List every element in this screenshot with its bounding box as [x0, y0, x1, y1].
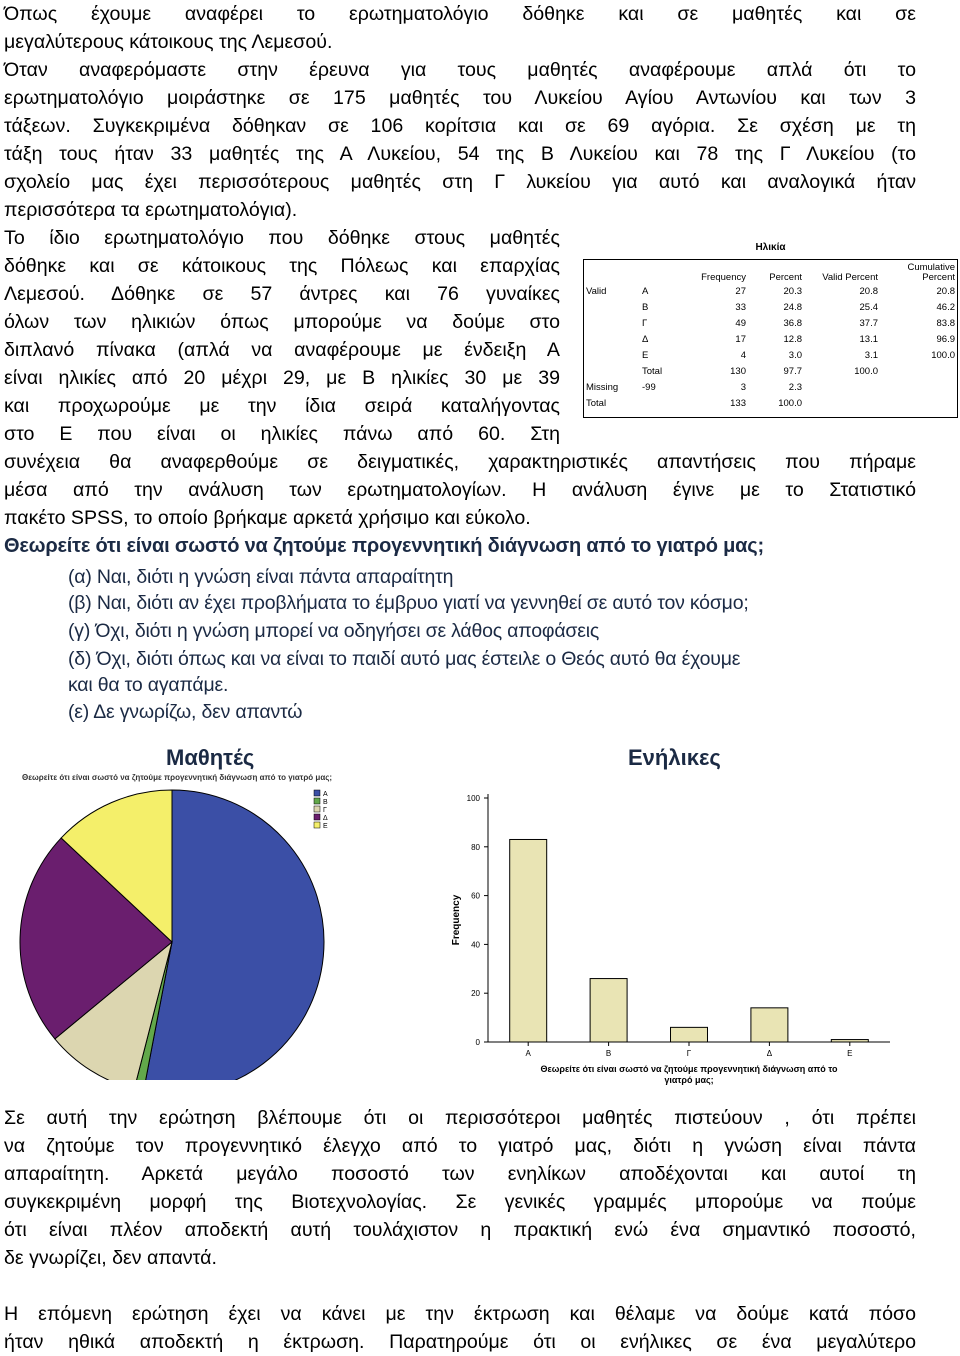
pie-chart [0, 780, 340, 1080]
table-cell: 24.8 [783, 301, 802, 313]
x-tick-label: Δ [766, 1049, 773, 1058]
text-line: ότι είναι πλέον αποδεκτή αυτή τουλάχιστον η πρακτική ενώ ένα σημαντικό ποσοστό, [4, 1219, 916, 1241]
text-line: ερωτηματολόγιο μοιράστηκε σε 175 μαθητές του Λυκείου Αγίου Αντωνίου και των 3 [4, 87, 916, 109]
table-row [583, 315, 958, 331]
table-cell: 13.1 [859, 333, 878, 345]
text-line: ήταν ηθικά αποδεκτή η έκτρωση. Παρατηρούμε ότι οι ενήλικες σε ένα μεγαλύτερο [4, 1331, 916, 1353]
table-cell [805, 395, 881, 411]
option-c: (γ) Όχι, διότι η γνώση μπορεί να οδηγήσει σε λάθος αποφάσεις [68, 620, 600, 642]
question-text: Θεωρείτε ότι είναι σωστό να ζητούμε προγεννητική διάγνωση από το γιατρό μας; [4, 535, 764, 557]
table-cell: 96.9 [936, 333, 955, 345]
bar-2 [590, 979, 627, 1042]
x-tick-label: Γ [686, 1049, 692, 1058]
x-tick-label: A [525, 1049, 531, 1058]
text-line: όλων των ηλικιών όπως μπορούμε να δούμε στο [4, 311, 560, 333]
next-question-paragraph [4, 1300, 916, 1356]
table-cell: 25.4 [859, 301, 878, 313]
intro-paragraph [4, 0, 916, 224]
table-cell: 36.8 [783, 317, 802, 329]
table-cell [583, 299, 639, 315]
table-row [583, 331, 958, 347]
table-cell [805, 379, 881, 395]
y-tick-label: 60 [471, 891, 480, 901]
y-tick-label: 40 [471, 940, 480, 950]
bar-chart-title: Ενήλικες [628, 745, 721, 770]
table-cell: 37.7 [859, 317, 878, 329]
column-header: Percent [769, 272, 802, 283]
legend-label: B [323, 799, 328, 806]
table-cell: 97.7 [783, 365, 802, 377]
text-line: και προχωρούμε με την ίδια σειρά καταλήγοντας [4, 395, 560, 417]
legend-label: Δ [323, 815, 328, 822]
text-line: συνέχεια θα αναφερθούμε σε δειγματικές, χαρακτηριστικές απαντήσεις που πήραμε [4, 451, 916, 473]
text-line: Σε αυτή την ερώτηση βλέπουμε ότι οι περισσότεροι μαθητές πιστεύουν , ότι πρέπει [4, 1107, 916, 1129]
legend-label: Γ [323, 807, 327, 814]
table-cell: 3 [740, 381, 746, 393]
table-cell: 17 [735, 333, 746, 345]
table-row [583, 283, 958, 299]
option-d-continued: και θα το αγαπάμε. [68, 674, 229, 696]
text-line: δόθηκε και σε κάτοικους της Πόλεως και επαρχίας [4, 255, 560, 277]
table-cell [583, 347, 639, 363]
y-tick-label: 20 [471, 989, 480, 999]
y-tick-label: 80 [471, 842, 480, 852]
table-cell: 100.0 [778, 397, 802, 409]
text-line: Όταν αναφερόμαστε στην έρευνα για τους μαθητές αναφέρουμε απλά ότι το [4, 59, 916, 81]
y-tick-label: 0 [475, 1038, 480, 1047]
column-header: Frequency [701, 272, 746, 283]
table-cell [881, 379, 958, 395]
table-row [583, 363, 958, 379]
table-cell: 33 [735, 301, 746, 313]
age-frequency-table [583, 238, 958, 418]
text-line: περισσότερα τα ερωτηματολόγια). [4, 199, 298, 221]
text-line: συγκεκριμένη μορφή της Βιοτεχνολογίας. Σε γενικές γραμμές μπορούμε να πούμε [4, 1191, 916, 1213]
survey-paragraph-continued [4, 448, 916, 532]
x-axis-label: Θεωρείτε ότι είναι σωστό να ζητούμε προγεννητική διάγνωση από το γιατρό μας; [540, 1064, 838, 1085]
column-header: Cumulative Percent [907, 262, 955, 283]
table-cell: 3.1 [864, 349, 878, 361]
legend-swatch [314, 822, 320, 828]
legend-swatch [314, 798, 320, 804]
text-line: Η επόμενη ερώτηση έχει να κάνει με την έκτρωση και θέλαμε να δούμε κατά πόσο [4, 1303, 916, 1325]
text-line: διπλανό πίνακα (απλά να αναφέρουμε με ένδειξη Α [4, 339, 560, 361]
table-row [583, 299, 958, 315]
question-block [4, 535, 916, 725]
table-cell: -99 [642, 381, 656, 393]
option-e: (ε) Δε γνωρίζω, δεν απαντώ [68, 701, 303, 723]
table-cell [583, 315, 639, 331]
table-cell: 20.3 [783, 285, 802, 297]
table-cell: Δ [642, 333, 649, 345]
survey-paragraph [4, 224, 560, 448]
table-header-row [583, 259, 958, 283]
text-line: είναι ηλικίες από 20 μέχρι 29, με Β ηλικίες 30 με 39 [4, 367, 560, 389]
table-cell: A [642, 285, 649, 297]
y-axis-label: Frequency [451, 894, 462, 946]
table-row [583, 379, 958, 395]
table-cell: 83.8 [936, 317, 955, 329]
text-line: μεγαλύτερους κάτοικους της Λεμεσού. [4, 31, 333, 53]
column-header: Valid Percent [822, 272, 878, 283]
table-cell: 100.0 [931, 349, 955, 361]
bar-5 [831, 1040, 868, 1042]
table-cell: Γ [642, 317, 648, 329]
table-cell: 4 [740, 349, 746, 361]
legend-swatch [314, 814, 320, 820]
bar-1 [510, 839, 547, 1042]
text-line: τάξη τους ήταν 33 μαθητές της Α Λυκείου, 54 της Β Λυκείου και 78 της Γ Λυκείου (το [4, 143, 916, 165]
table-cell: 27 [735, 285, 746, 297]
table-cell: 100.0 [854, 365, 878, 377]
option-b: (β) Ναι, διότι αν έχει προβλήματα το έμβρυο γιατί να γεννηθεί σε αυτό τον κόσμο; [68, 592, 749, 614]
text-line: τάξεων. Συγκεκριμένα δόθηκαν σε 106 κορίτσια και σε 69 αγόρια. Σε σχέση με τη [4, 115, 916, 137]
text-line: σχολείο μας έχει περισσότερους μαθητές στη Γ λυκείου για αυτό και αναλογικά ήταν [4, 171, 916, 193]
option-d: (δ) Όχι, διότι όπως και να είναι το παιδί αυτό μας έστειλε ο Θεός αυτό θα έχουμε [68, 648, 741, 670]
x-tick-label: B [605, 1049, 612, 1058]
pie-chart-title: Μαθητές [166, 745, 255, 770]
legend-swatch [314, 806, 320, 812]
text-line: απαραίτητη. Αρκετά μεγάλο ποσοστό των ενηλίκων αποδέχονται και αυτοί τη [4, 1163, 916, 1185]
x-tick-label: E [847, 1049, 853, 1058]
table-cell: Missing [586, 381, 619, 393]
table-cell: 49 [735, 317, 746, 329]
table-cell: 3.0 [788, 349, 802, 361]
text-line: δε γνωρίζει, δεν απαντά. [4, 1247, 217, 1269]
text-line: Λεμεσού. Δόθηκε σε 57 άντρες και 76 γυναίκες [4, 283, 560, 305]
table-cell: Total [586, 397, 607, 409]
table-cell: B [642, 301, 649, 313]
text-line: μέσα από την ανάλυση των ερωτηματολογίων. Η ανάλυση έγινε με το Στατιστικό [4, 479, 916, 501]
legend-label: A [323, 791, 328, 798]
text-line: στο Ε που είναι οι ηλικίες πάνω από 60. Στη [4, 423, 560, 445]
table-grid [583, 259, 958, 411]
table-cell [881, 363, 958, 379]
column-header [583, 259, 639, 283]
bar-3 [671, 1027, 708, 1042]
table-title: Ηλικία [755, 242, 786, 253]
table-row [583, 395, 958, 411]
option-a: (α) Ναι, διότι η γνώση είναι πάντα απαραίτητη [68, 566, 454, 588]
legend-swatch [314, 790, 320, 796]
text-line: πακέτο SPSS, το οποίο βρήκαμε αρκετά χρήσιμο και εύκολο. [4, 507, 531, 529]
column-header [639, 259, 683, 283]
table-cell: Total [642, 365, 663, 377]
text-line: να ζητούμε τον προγεννητικό έλεγχο από το γιατρό μας, διότι η γνώση είναι πάντα [4, 1135, 916, 1157]
table-cell: 133 [730, 397, 746, 409]
pie-chart-subtitle: Θεωρείτε ότι είναι σωστό να ζητούμε προγεννητική διάγνωση από το γιατρό μας; [22, 773, 333, 782]
table-cell [639, 395, 683, 411]
table-row [583, 347, 958, 363]
y-tick-label: 100 [466, 794, 480, 803]
table-cell [583, 363, 639, 379]
table-cell: 20.8 [936, 285, 955, 297]
analysis-paragraph [4, 1104, 916, 1272]
table-cell: 2.3 [788, 381, 802, 393]
table-cell: 130 [730, 365, 746, 377]
table-cell [583, 331, 639, 347]
table-cell: 12.8 [783, 333, 802, 345]
table-cell [881, 395, 958, 411]
text-line: Όπως έχουμε αναφέρει το ερωτηματολόγιο δόθηκε και σε μαθητές και σε [4, 3, 916, 25]
table-cell: 20.8 [859, 285, 878, 297]
text-line: Το ίδιο ερωτηματολόγιο που δόθηκε στους μαθητές [4, 227, 560, 249]
table-cell: E [642, 349, 649, 361]
table-cell: Valid [586, 285, 607, 297]
bar-4 [751, 1008, 788, 1042]
table-cell: 46.2 [936, 301, 955, 313]
legend-label: E [323, 823, 328, 830]
bar-chart [440, 780, 910, 1090]
